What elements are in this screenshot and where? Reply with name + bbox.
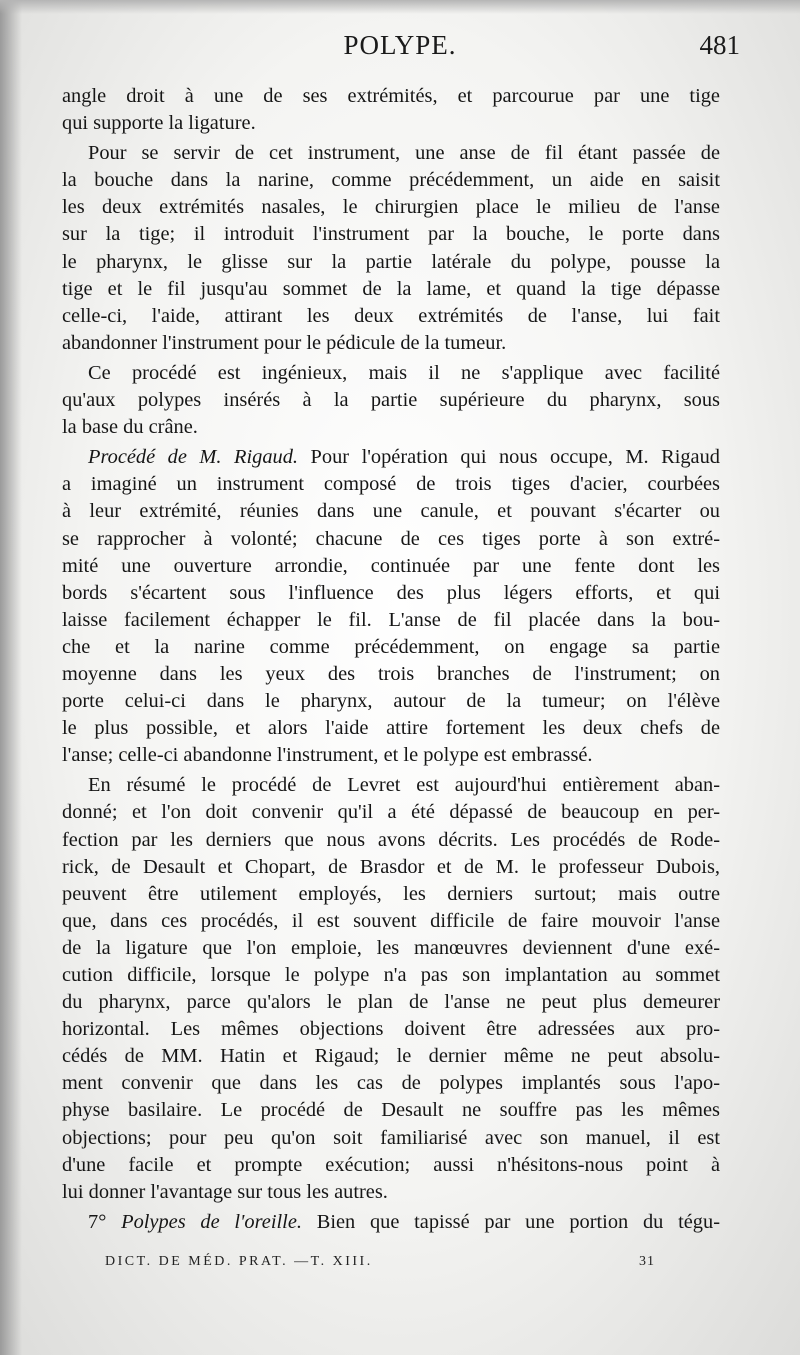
italic-lead: Polypes de l'oreille. <box>121 1210 302 1233</box>
section-number: 7° <box>88 1210 107 1233</box>
text-line: angle droit à une de ses extrémités, et parcourue par une tige <box>62 85 720 107</box>
text-line: lui donner l'avantage sur tous les autres. <box>62 1180 388 1203</box>
paragraph <box>62 1209 720 1236</box>
body-text <box>62 83 720 1239</box>
italic-lead: Procédé de M. Rigaud. <box>88 446 299 469</box>
text-line: la base du crâne. <box>62 416 198 439</box>
text-line: de la ligature que l'on emploie, les manœuvres deviennent d'une exé- <box>62 936 720 959</box>
page-header <box>60 30 740 70</box>
paragraph <box>62 360 720 441</box>
text-line: tige et le fil jusqu'au sommet de la lame, et quand la tige dépasse <box>62 277 720 300</box>
text-line: qui supporte la ligature. <box>62 112 256 135</box>
text-line: En résumé le procédé de Levret est aujourd'hui entièrement aban- <box>88 774 720 797</box>
page-number: 481 <box>699 30 740 60</box>
text-line: porte celui-ci dans le pharynx, autour de la tumeur; on l'élève <box>62 690 720 713</box>
text-line: fection par les derniers que nous avons décrits. Les procédés de Rode- <box>62 828 720 851</box>
paragraph <box>62 140 720 357</box>
signature-number: 31 <box>639 1254 655 1269</box>
paragraph <box>62 772 720 1206</box>
text-line: qu'aux polypes insérés à la partie supérieure du pharynx, sous <box>62 389 720 412</box>
text-line: bords s'écartent sous l'influence des plus légers efforts, et qui <box>62 581 720 604</box>
signature-mark: DICT. DE MÉD. PRAT. —T. XIII. <box>105 1254 373 1269</box>
text-line: cution difficile, lorsque le polype n'a pas son implantation au sommet <box>62 964 720 986</box>
text-line: objections; pour peu qu'on soit familiarisé avec son manuel, il est <box>62 1126 720 1149</box>
text-line: le plus possible, et alors l'aide attire fortement les deux chefs de <box>62 717 720 740</box>
text-line: cédés de MM. Hatin et Rigaud; le dernier même ne peut absolu- <box>62 1045 720 1068</box>
text-run: Pour l'opération qui nous occupe, M. Rigaud <box>310 446 720 469</box>
text-line: se rapprocher à volonté; chacune de ces tiges porte à son extré- <box>62 527 720 550</box>
text-line: le pharynx, le glisse sur la partie latérale du polype, pousse la <box>62 250 720 273</box>
text-line: mité une ouverture arrondie, continuée par une fente dont les <box>62 554 720 577</box>
text-line: laisse facilement échapper le fil. L'anse de fil placée dans la bou- <box>62 608 720 631</box>
text-line: sur la tige; il introduit l'instrument par la bouche, le porte dans <box>62 223 720 246</box>
text-line: moyenne dans les yeux des trois branches de l'instrument; on <box>62 662 720 685</box>
text-line: peuvent être utilement employés, les derniers surtout; mais outre <box>62 882 720 905</box>
text-line: la bouche dans la narine, comme précédemment, un aide en saisit <box>62 169 720 192</box>
text-line: abandonner l'instrument pour le pédicule de la tumeur. <box>62 331 507 354</box>
text-line: celle-ci, l'aide, attirant les deux extrémités de l'anse, lui fait <box>62 304 720 327</box>
text-line: que, dans ces procédés, il est souvent difficile de faire mouvoir l'anse <box>62 909 720 932</box>
text-line: donné; et l'on doit convenir qu'il a été dépassé de beaucoup en per- <box>62 801 720 824</box>
text-line: physe basilaire. Le procédé de Desault ne souffre pas les mêmes <box>62 1099 720 1122</box>
text-line: horizontal. Les mêmes objections doivent être adressées aux pro- <box>62 1018 720 1041</box>
text-line: ment convenir que dans les cas de polypes implantés sous l'apo- <box>62 1072 720 1095</box>
text-line: che et la narine comme précédemment, on engage sa partie <box>62 635 720 658</box>
text-line: a imaginé un instrument composé de trois tiges d'acier, courbées <box>62 473 720 496</box>
paragraph <box>62 444 720 769</box>
text-line: Pour se servir de cet instrument, une anse de fil étant passée de <box>88 142 720 165</box>
text-line <box>62 1209 720 1236</box>
text-line: du pharynx, parce qu'alors le plan de l'anse ne peut plus demeurer <box>62 991 720 1014</box>
text-run: Bien que tapissé par une portion du tégu- <box>316 1210 720 1233</box>
text-line: rick, de Desault et Chopart, de Brasdor et de M. le professeur Dubois, <box>62 855 720 878</box>
running-title: POLYPE. <box>343 30 457 60</box>
text-line: l'anse; celle-ci abandonne l'instrument, et le polype est embrassé. <box>62 744 593 767</box>
text-line: d'une facile et prompte exécution; aussi n'hésitons-nous point à <box>62 1153 720 1176</box>
text-line <box>62 444 720 471</box>
text-line: Ce procédé est ingénieux, mais il ne s'applique avec facilité <box>88 361 720 384</box>
paragraph <box>62 83 720 137</box>
text-line: les deux extrémités nasales, le chirurgien place le milieu de l'anse <box>62 196 720 219</box>
text-line: à leur extrémité, réunies dans une canule, et pouvant s'écarter ou <box>62 500 720 523</box>
page-footer <box>105 1254 655 1270</box>
